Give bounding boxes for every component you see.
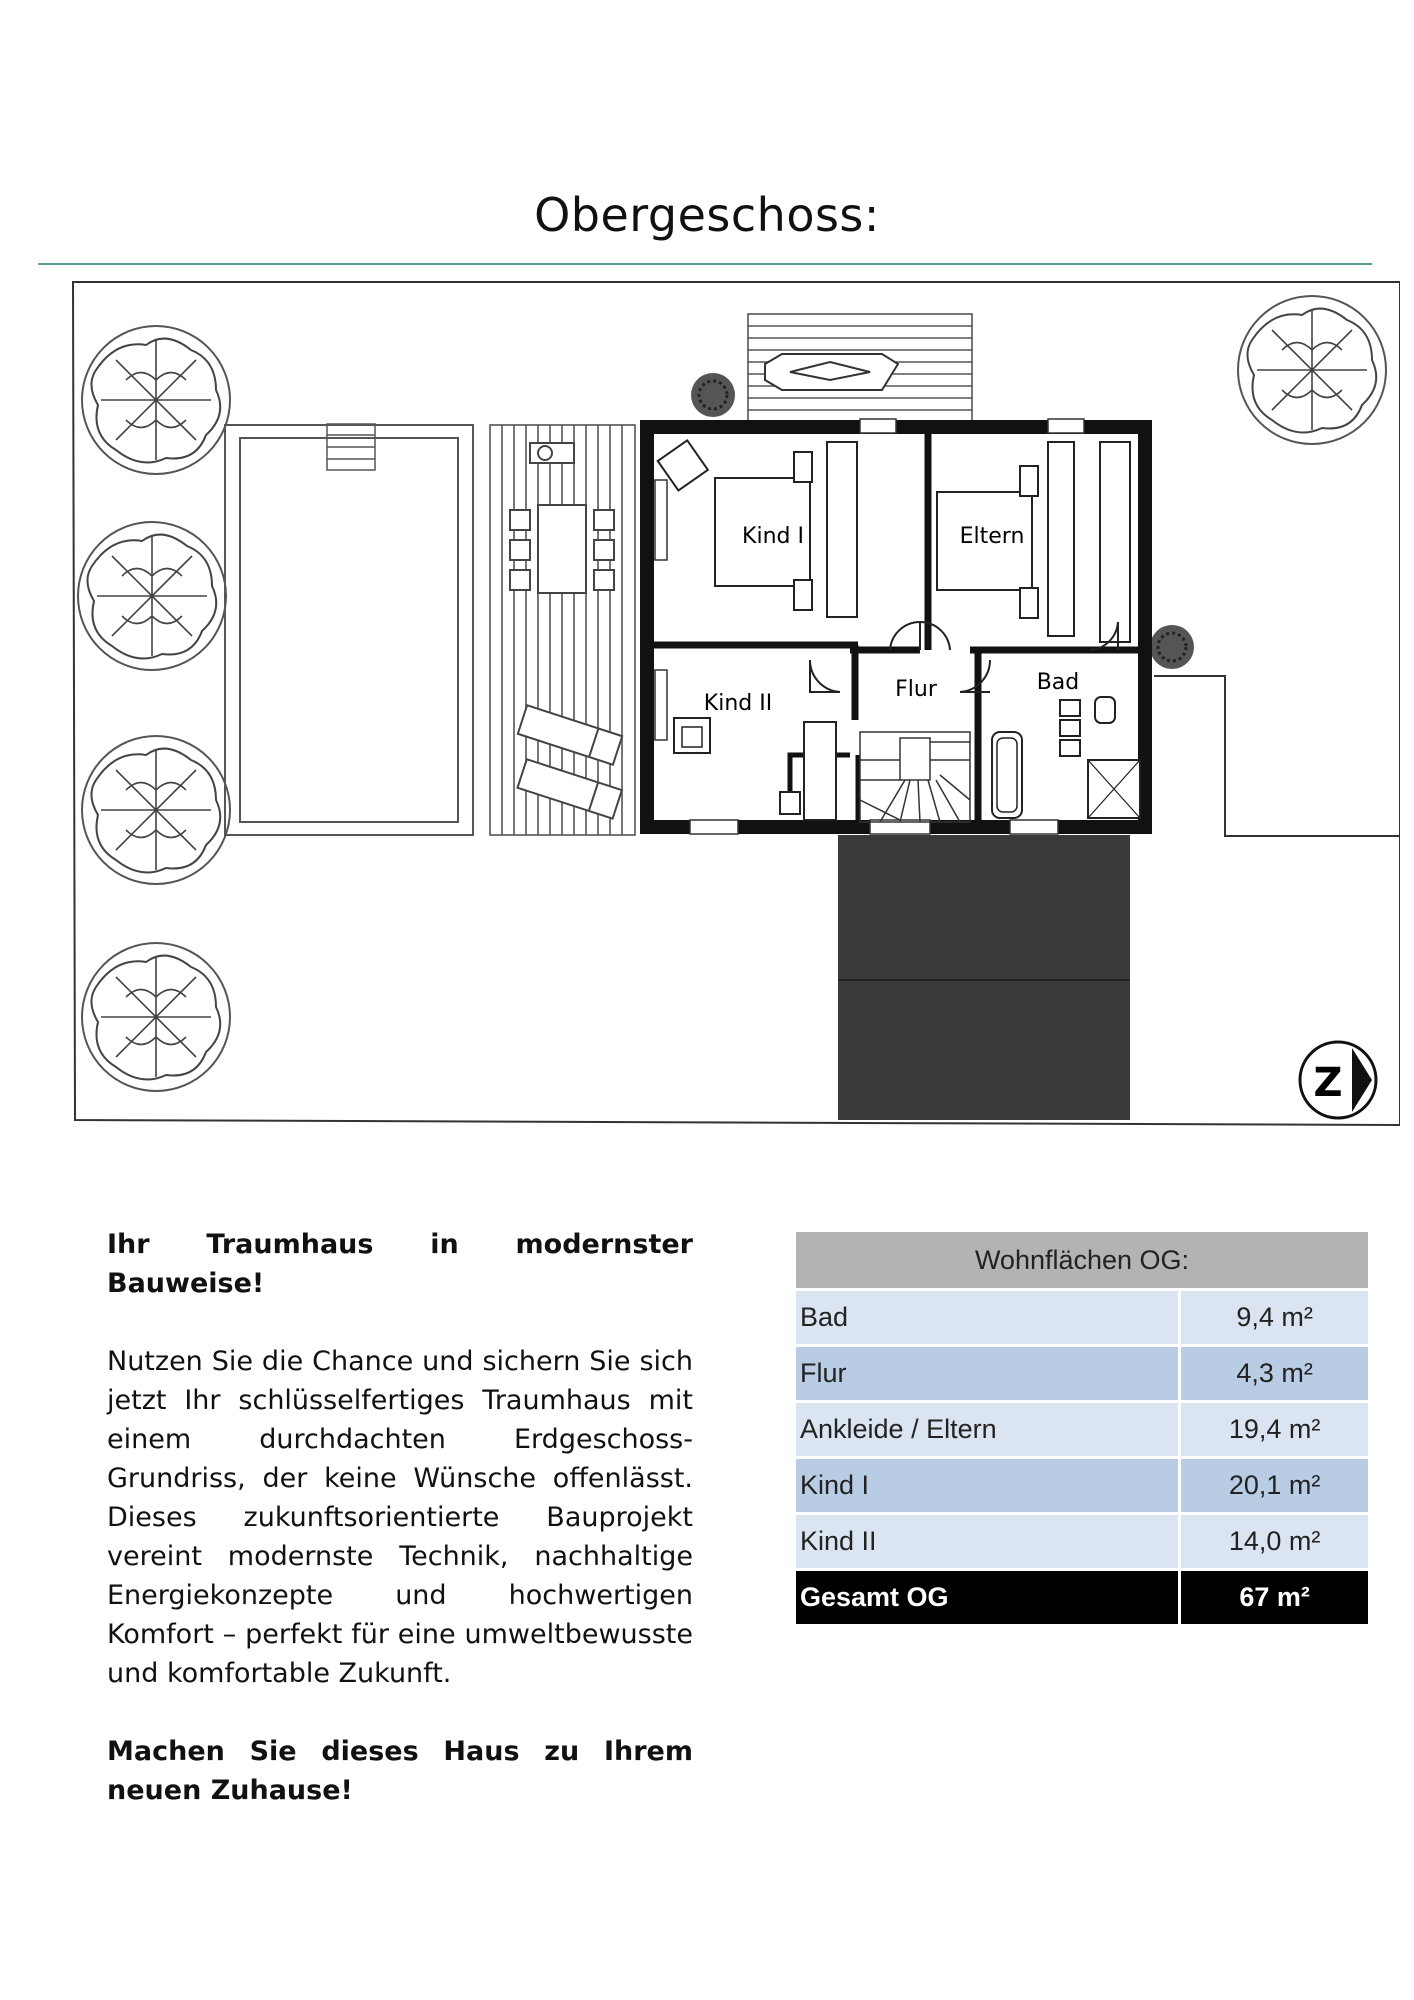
room-name: Ankleide / Eltern	[796, 1402, 1180, 1458]
wardrobe-kind1	[827, 442, 857, 617]
room-area: 9,4 m²	[1180, 1290, 1368, 1346]
room-area: 19,4 m²	[1180, 1402, 1368, 1458]
dining-table	[538, 505, 586, 593]
total-area: 67 m²	[1180, 1570, 1368, 1626]
sink	[1060, 700, 1080, 716]
wardrobe-eltern	[1048, 442, 1074, 636]
room-label-eltern: Eltern	[959, 524, 1025, 549]
table-row	[796, 1514, 1368, 1570]
room-name: Bad	[796, 1290, 1180, 1346]
tree-icon	[82, 736, 230, 884]
tree-icon	[78, 522, 226, 670]
table-total-row	[796, 1570, 1368, 1626]
table-row	[796, 1402, 1368, 1458]
tree-icon	[1238, 296, 1386, 444]
page-title: Obergeschoss:	[534, 188, 880, 242]
area-table	[796, 1232, 1368, 1627]
toilet	[1095, 697, 1115, 723]
area-table-header: Wohnflächen OG:	[796, 1232, 1368, 1290]
description-cta: Machen Sie dieses Haus zu Ihrem neuen Zuhause!	[107, 1736, 693, 1806]
driveway	[838, 835, 1130, 1120]
table-row	[796, 1458, 1368, 1514]
room-name: Kind II	[796, 1514, 1180, 1570]
room-area: 14,0 m²	[1180, 1514, 1368, 1570]
title-divider	[38, 263, 1372, 265]
sun-lounger	[518, 759, 622, 818]
room-area: 4,3 m²	[1180, 1346, 1368, 1402]
wardrobe-kind2	[804, 722, 836, 820]
tree-icon	[82, 943, 230, 1091]
description-body: Nutzen Sie die Chance und sichern Sie sich jetzt Ihr schlüsselfertiges Traumhaus mit einem durchdachten Erdgeschoss-Grundriss, der keine Wünsche offenlässt. Dieses zukunftsorientierte Bauprojekt vereint modernste Technik, nachhaltige Energiekonzepte und hochwertigen Komfort – perfekt für eine umweltbewusste und komfortable Zukunft.	[107, 1346, 693, 1689]
north-arrow-icon	[1300, 1042, 1376, 1118]
staircase	[860, 732, 970, 822]
room-name: Flur	[796, 1346, 1180, 1402]
table-row	[796, 1290, 1368, 1346]
table-row	[796, 1346, 1368, 1402]
description	[107, 1225, 693, 1810]
room-label-bad: Bad	[1036, 670, 1080, 695]
room-label-kind1: Kind I	[742, 524, 804, 549]
room-label-kind2: Kind II	[703, 691, 773, 716]
floor-plan	[70, 280, 1400, 1140]
room-label-flur: Flur	[895, 677, 937, 702]
pool	[225, 425, 473, 835]
balcony-lounger	[765, 354, 898, 390]
tree-icon	[82, 326, 230, 474]
total-label: Gesamt OG	[796, 1570, 1180, 1626]
room-name: Kind I	[796, 1458, 1180, 1514]
description-headline: Ihr Traumhaus in modernster Bauweise!	[107, 1229, 693, 1299]
room-area: 20,1 m²	[1180, 1458, 1368, 1514]
compass-label: Z	[1313, 1060, 1343, 1106]
sun-lounger	[518, 705, 622, 764]
